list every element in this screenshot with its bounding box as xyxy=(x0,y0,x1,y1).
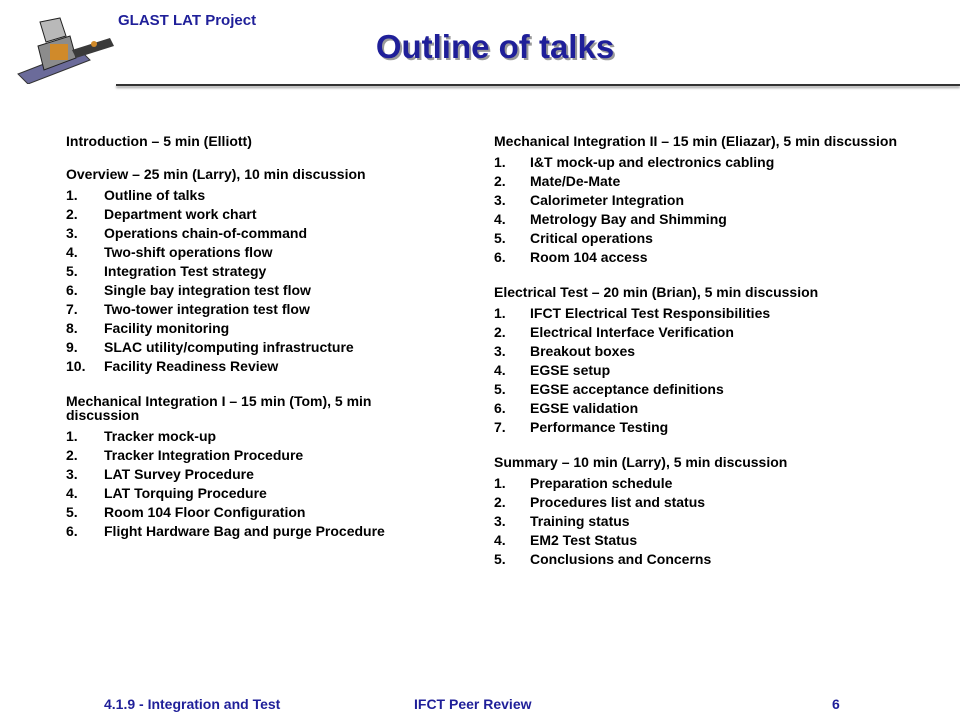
item-number: 1. xyxy=(494,154,506,170)
list-item xyxy=(494,513,914,530)
item-number: 7. xyxy=(66,301,78,317)
item-number: 3. xyxy=(494,192,506,208)
item-number: 4. xyxy=(66,485,78,501)
item-number: 1. xyxy=(66,187,78,203)
list-item xyxy=(494,475,914,492)
footer-section-label: 4.1.9 - Integration and Test xyxy=(104,696,281,712)
list-item xyxy=(494,324,914,341)
list-item xyxy=(494,305,914,322)
item-text: Tracker mock-up xyxy=(104,428,217,444)
item-number: 2. xyxy=(66,206,78,222)
left-column xyxy=(66,134,446,559)
list-item xyxy=(494,173,914,190)
list-item xyxy=(66,466,446,483)
list-item xyxy=(494,249,914,266)
item-text: Breakout boxes xyxy=(530,343,636,359)
list-item xyxy=(66,301,446,318)
item-text: Mate/De-Mate xyxy=(530,173,621,189)
list-item xyxy=(494,211,914,228)
item-number: 1. xyxy=(66,428,78,444)
list-item xyxy=(66,244,446,261)
list-item xyxy=(66,485,446,502)
item-number: 3. xyxy=(66,466,78,482)
item-text: Preparation schedule xyxy=(530,475,673,491)
list-item xyxy=(66,447,446,464)
item-number: 4. xyxy=(66,244,78,260)
item-text: Operations chain-of-command xyxy=(104,225,308,241)
list-item xyxy=(494,362,914,379)
section-heading: Mechanical Integration II – 15 min (Eliazar), 5 min discussion xyxy=(494,133,897,149)
list-item xyxy=(494,230,914,247)
section-introduction xyxy=(66,134,446,148)
list-item xyxy=(494,343,914,360)
item-number: 1. xyxy=(494,305,506,321)
topic-list xyxy=(494,475,914,568)
topic-list xyxy=(66,187,446,375)
item-text: Performance Testing xyxy=(530,419,669,435)
item-number: 2. xyxy=(494,324,506,340)
item-text: Room 104 Floor Configuration xyxy=(104,504,306,520)
list-item xyxy=(66,339,446,356)
item-text: Flight Hardware Bag and purge Procedure xyxy=(104,523,385,539)
item-number: 3. xyxy=(494,513,506,529)
item-text: Calorimeter Integration xyxy=(530,192,685,208)
list-item xyxy=(66,225,446,242)
section-heading: Electrical Test – 20 min (Brian), 5 min discussion xyxy=(494,284,819,300)
list-item xyxy=(494,551,914,568)
list-item xyxy=(66,428,446,445)
item-number: 8. xyxy=(66,320,78,336)
list-item xyxy=(66,358,446,375)
item-text: IFCT Electrical Test Responsibilities xyxy=(530,305,771,321)
section-heading: Overview – 25 min (Larry), 10 min discussion xyxy=(66,166,366,182)
section-electrical-test xyxy=(494,285,914,436)
item-number: 6. xyxy=(66,282,78,298)
item-number: 9. xyxy=(66,339,78,355)
list-item xyxy=(494,532,914,549)
list-item xyxy=(494,494,914,511)
list-item xyxy=(494,400,914,417)
list-item xyxy=(66,320,446,337)
topic-list xyxy=(66,428,446,540)
item-number: 4. xyxy=(494,362,506,378)
topic-list xyxy=(494,154,914,266)
item-text: Two-tower integration test flow xyxy=(104,301,310,317)
item-text: EGSE validation xyxy=(530,400,639,416)
list-item xyxy=(494,419,914,436)
item-text: Metrology Bay and Shimming xyxy=(530,211,727,227)
item-text: Electrical Interface Verification xyxy=(530,324,734,340)
item-text: Facility Readiness Review xyxy=(104,358,279,374)
item-text: Outline of talks xyxy=(104,187,206,203)
list-item xyxy=(66,282,446,299)
item-number: 5. xyxy=(66,504,78,520)
item-number: 5. xyxy=(66,263,78,279)
item-number: 10. xyxy=(66,358,86,374)
item-text: Integration Test strategy xyxy=(104,263,267,279)
item-number: 4. xyxy=(494,211,506,227)
footer-review-label: IFCT Peer Review xyxy=(414,696,532,712)
item-number: 7. xyxy=(494,419,506,435)
project-label: GLAST LAT Project xyxy=(118,12,257,29)
item-text: Conclusions and Concerns xyxy=(530,551,712,567)
item-number: 4. xyxy=(494,532,506,548)
section-heading: Mechanical Integration I – 15 min (Tom), 5 min discussion xyxy=(66,393,372,423)
item-text: EGSE acceptance definitions xyxy=(530,381,724,397)
list-item xyxy=(66,523,446,540)
item-number: 3. xyxy=(494,343,506,359)
item-number: 6. xyxy=(66,523,78,539)
list-item xyxy=(494,192,914,209)
topic-list xyxy=(494,305,914,436)
item-number: 5. xyxy=(494,381,506,397)
title-divider xyxy=(116,84,960,86)
item-number: 3. xyxy=(66,225,78,241)
section-heading: Summary – 10 min (Larry), 5 min discussion xyxy=(494,454,788,470)
item-text: EM2 Test Status xyxy=(530,532,638,548)
list-item xyxy=(66,263,446,280)
section-overview xyxy=(66,167,446,375)
list-item xyxy=(66,206,446,223)
list-item xyxy=(494,381,914,398)
item-text: SLAC utility/computing infrastructure xyxy=(104,339,354,355)
item-text: Room 104 access xyxy=(530,249,648,265)
item-text: Procedures list and status xyxy=(530,494,706,510)
item-text: Facility monitoring xyxy=(104,320,230,336)
section-mech-integration-2 xyxy=(494,134,914,266)
item-text: Department work chart xyxy=(104,206,257,222)
item-number: 5. xyxy=(494,230,506,246)
item-number: 2. xyxy=(66,447,78,463)
item-text: Tracker Integration Procedure xyxy=(104,447,304,463)
item-text: EGSE setup xyxy=(530,362,611,378)
section-heading: Introduction – 5 min (Elliott) xyxy=(66,133,252,149)
item-number: 6. xyxy=(494,249,506,265)
item-number: 2. xyxy=(494,173,506,189)
item-text: Two-shift operations flow xyxy=(104,244,273,260)
list-item xyxy=(66,187,446,204)
section-mech-integration-1 xyxy=(66,394,446,540)
section-summary xyxy=(494,455,914,568)
right-column xyxy=(494,134,914,587)
item-text: LAT Torquing Procedure xyxy=(104,485,267,501)
page-number: 6 xyxy=(832,696,840,712)
item-number: 5. xyxy=(494,551,506,567)
item-text: Training status xyxy=(530,513,630,529)
page-title: Outline of talks xyxy=(375,28,615,65)
item-text: Single bay integration test flow xyxy=(104,282,311,298)
item-number: 6. xyxy=(494,400,506,416)
item-number: 2. xyxy=(494,494,506,510)
item-text: LAT Survey Procedure xyxy=(104,466,254,482)
item-text: I&T mock-up and electronics cabling xyxy=(530,154,775,170)
item-number: 1. xyxy=(494,475,506,491)
list-item xyxy=(494,154,914,171)
item-text: Critical operations xyxy=(530,230,653,246)
list-item xyxy=(66,504,446,521)
